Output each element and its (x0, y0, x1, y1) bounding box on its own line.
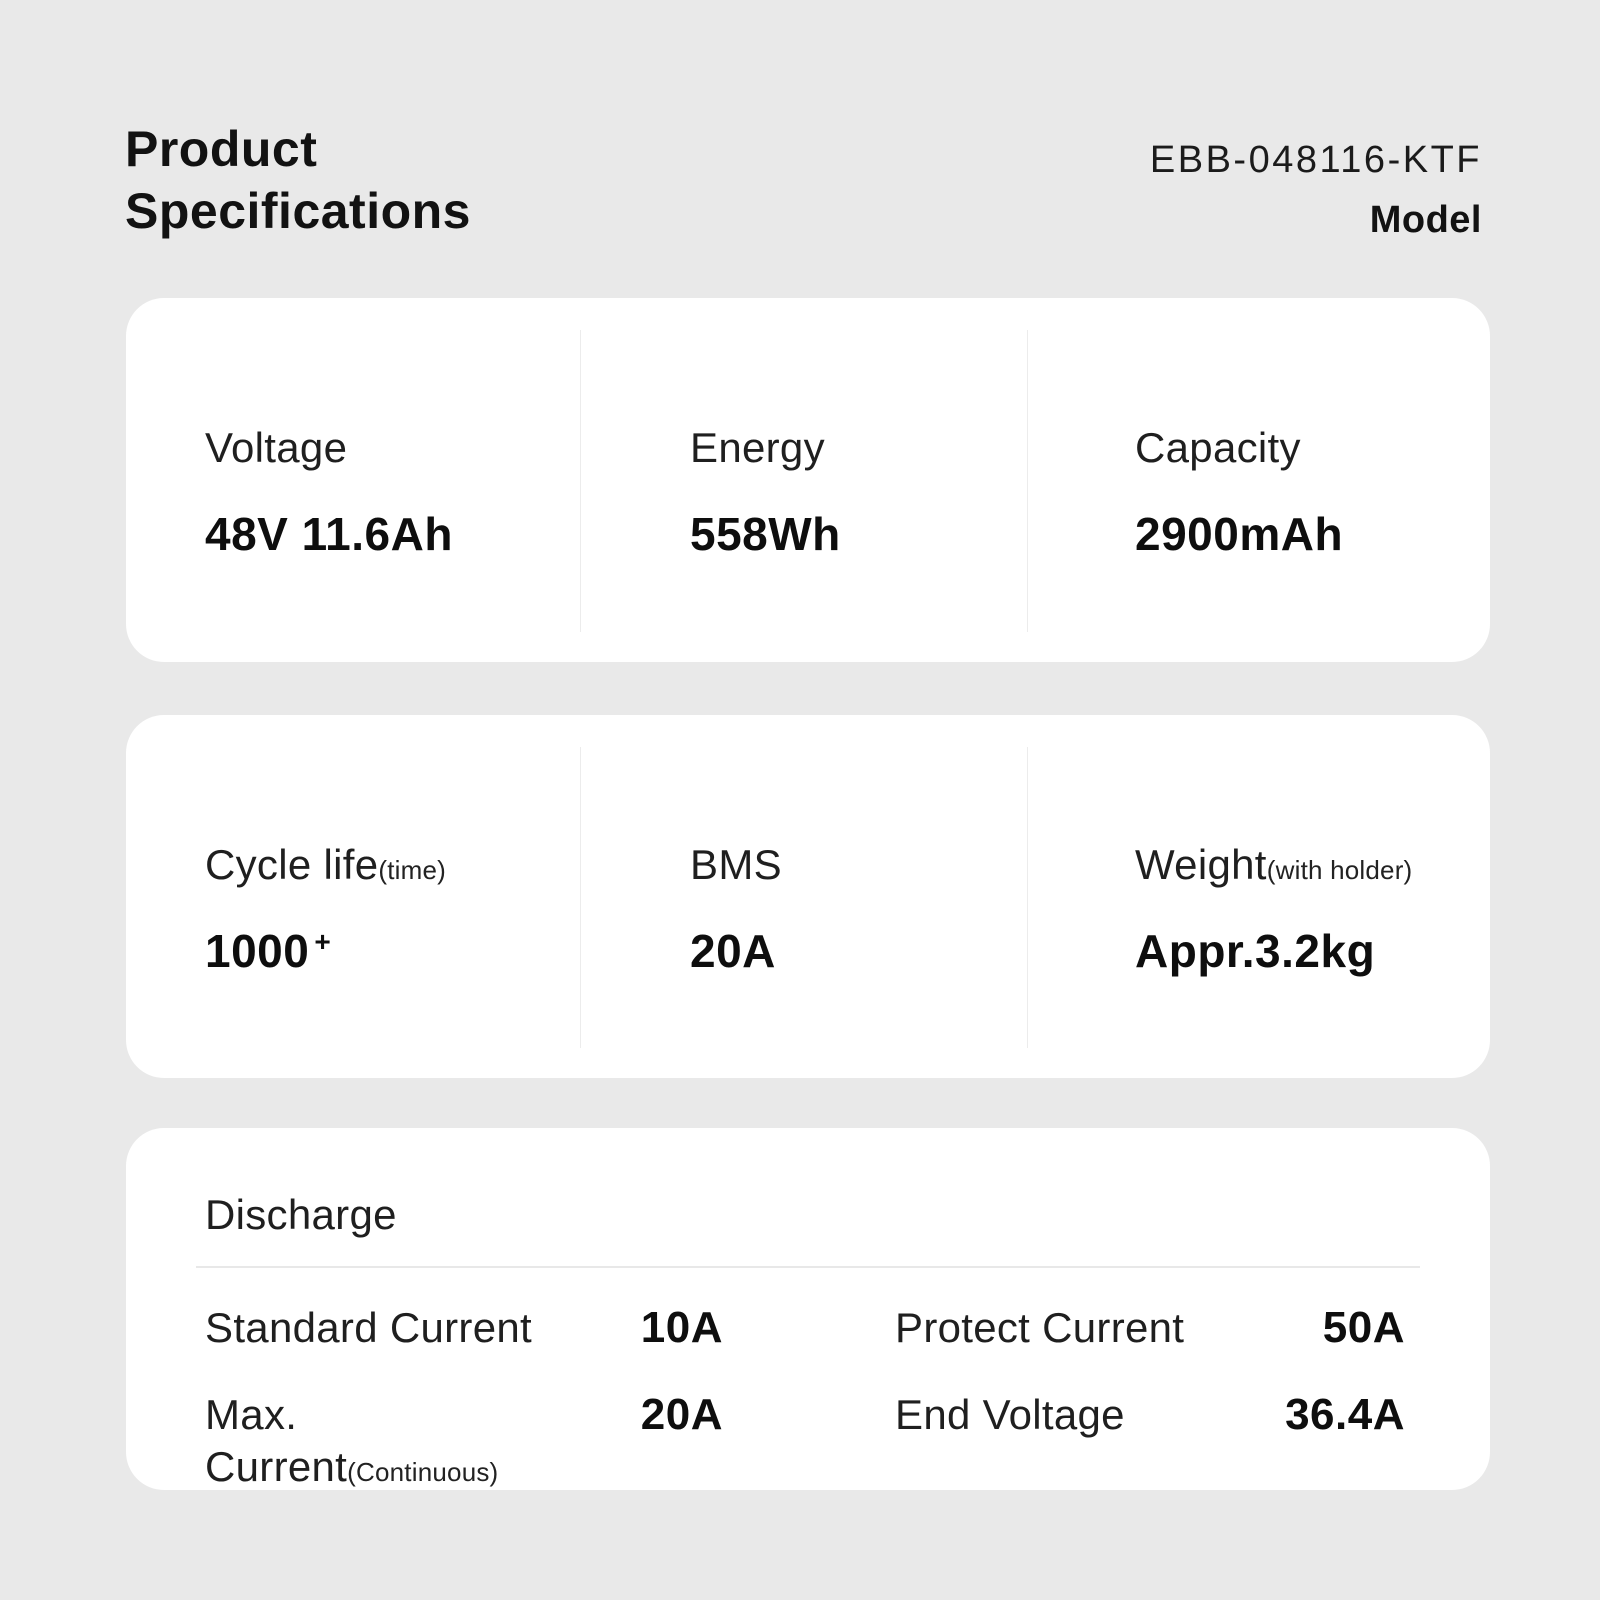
discharge-value-protect-current: 50A (1322, 1303, 1405, 1352)
spec-card-electrical (126, 298, 1490, 662)
model-caption: Model (1369, 199, 1482, 241)
spec-col-cycle-life (126, 715, 580, 1078)
discharge-label-standard-current (205, 1302, 565, 1359)
spec-value-text: 48V 11.6Ah (205, 508, 453, 560)
spec-col-voltage (126, 298, 580, 662)
page-title-line2: Specifications (125, 183, 471, 239)
discharge-label-end-voltage (895, 1389, 1280, 1446)
discharge-label-max-current (205, 1389, 565, 1498)
discharge-value-end-voltage: 36.4A (1285, 1390, 1405, 1439)
discharge-row (205, 1302, 1405, 1359)
spec-value (205, 917, 580, 976)
discharge-row (205, 1389, 1405, 1498)
spec-label-text: Capacity (1135, 424, 1301, 471)
spec-col-bms (580, 715, 1027, 1078)
d-label-text: Standard Current (205, 1304, 532, 1351)
d-label-note: (Continuous) (347, 1457, 499, 1487)
spec-value-text: 1000 (205, 925, 310, 977)
spec-value-text: 2900mAh (1135, 508, 1344, 560)
spec-label (690, 425, 1027, 476)
d-label-text: End Voltage (895, 1391, 1125, 1438)
spec-label (205, 425, 580, 476)
spec-label-text: Energy (690, 424, 825, 471)
spec-label (690, 842, 1027, 893)
discharge-value-standard-current: 10A (640, 1303, 723, 1352)
spec-value (1135, 917, 1490, 976)
spec-col-capacity (1027, 298, 1490, 662)
spec-label (205, 842, 580, 893)
d-label-text: Max. Current (205, 1391, 348, 1490)
spec-label (1135, 425, 1490, 476)
discharge-rows (126, 1302, 1490, 1498)
spec-label-text: BMS (690, 841, 782, 888)
spec-value (690, 500, 1027, 559)
spec-value-plus-superscript: + (314, 926, 332, 957)
discharge-divider (196, 1266, 1420, 1268)
discharge-label-protect-current (895, 1302, 1280, 1359)
spec-label (1135, 842, 1490, 893)
spec-label-text: Voltage (205, 424, 348, 471)
discharge-card (126, 1128, 1490, 1490)
header (125, 118, 1482, 242)
model-number: EBB-048116-KTF (1149, 139, 1482, 181)
page-title (125, 118, 471, 242)
spec-col-energy (580, 298, 1027, 662)
discharge-value-max-current: 20A (640, 1390, 723, 1439)
model-block (1150, 118, 1482, 240)
spec-col-weight (1027, 715, 1490, 1078)
spec-value-text: 558Wh (690, 508, 841, 560)
spec-grid (126, 298, 1490, 662)
spec-value (1135, 500, 1490, 559)
d-label-text: Protect Current (895, 1304, 1185, 1351)
spec-value-text: 20A (690, 925, 776, 977)
spec-value (205, 500, 580, 559)
spec-grid (126, 715, 1490, 1078)
spec-label-text: Cycle life (205, 841, 379, 888)
spec-label-text: Weight (1135, 841, 1267, 888)
spec-label-note: (with holder) (1266, 855, 1413, 885)
spec-card-durability (126, 715, 1490, 1078)
discharge-title: Discharge (205, 1191, 397, 1238)
spec-value-text: Appr.3.2kg (1135, 925, 1376, 977)
spec-label-note: (time) (378, 855, 447, 885)
page-title-line1: Product (125, 121, 318, 177)
spec-value (690, 917, 1027, 976)
